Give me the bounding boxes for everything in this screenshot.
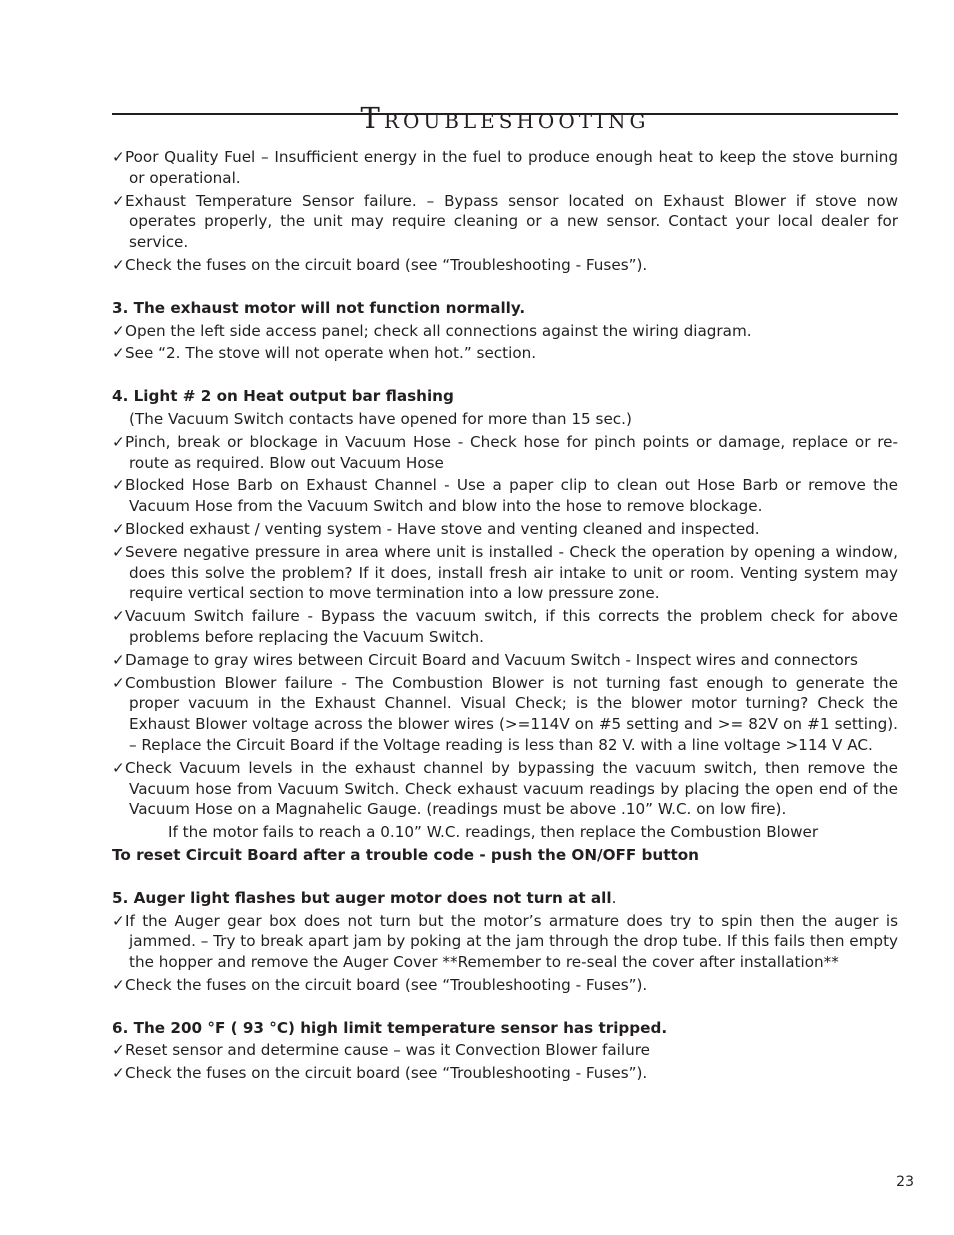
check-icon: ✓: [112, 191, 125, 210]
list-item: [112, 606, 898, 648]
check-icon: ✓: [112, 673, 125, 692]
section-high-limit-sensor: [112, 1018, 898, 1084]
troubleshooting-content: [112, 147, 898, 1086]
list-item-text: Blocked exhaust / venting system - Have stove and venting cleaned and inspected.: [125, 519, 760, 538]
check-icon: ✓: [112, 432, 125, 451]
check-icon: ✓: [112, 148, 125, 166]
check-icon: ✓: [112, 519, 125, 538]
list-item: [112, 542, 898, 604]
list-item: [112, 650, 898, 671]
list-item-text: Reset sensor and determine cause – was it Convection Blower failure: [125, 1041, 651, 1060]
list-item: [112, 1040, 898, 1061]
list-item: [112, 147, 898, 189]
section-heading: [112, 888, 898, 909]
list-item: [112, 321, 898, 342]
list-item-text: Vacuum Switch failure - Bypass the vacuum switch, if this corrects the problem check for above problems before replacing the Vacuum Switch.: [125, 607, 898, 646]
list-item: [112, 255, 898, 276]
list-item: [112, 432, 898, 474]
list-item: [112, 519, 898, 540]
page-number: 23: [896, 1174, 914, 1190]
check-icon: ✓: [112, 1041, 125, 1060]
check-icon: ✓: [112, 758, 125, 777]
list-item: [112, 475, 898, 517]
list-item-text: Blocked Hose Barb on Exhaust Channel - Use a paper clip to clean out Hose Barb or remove the Vacuum Hose from the Vacuum Switch and blow into the hose to remove blockage.: [125, 476, 898, 516]
page-title: Troubleshooting: [360, 101, 650, 136]
section-heading-text: 5. Auger light flashes but auger motor does not turn at all: [112, 888, 612, 907]
list-item: [112, 191, 898, 253]
list-item: [112, 1063, 898, 1084]
list-item-text: Check the fuses on the circuit board (see “Troubleshooting - Fuses”).: [125, 975, 648, 994]
list-item: [112, 911, 898, 973]
intro-list: [112, 147, 898, 276]
list-item-text: If the Auger gear box does not turn but the motor’s armature does try to spin then the auger is jammed. – Try to break apart jam by poking at the jam through the drop tube. If this fails then empty the hopper and remove the Auger Cover **Remember to re-seal the cover after installation**: [125, 911, 899, 972]
reset-instruction: To reset Circuit Board after a trouble code - push the ON/OFF button: [112, 845, 699, 864]
title-rule: [112, 113, 898, 115]
motor-note: If the motor fails to reach a 0.10” W.C. readings, then replace the Combustion Blower: [168, 823, 819, 842]
check-icon: ✓: [112, 476, 125, 495]
check-icon: ✓: [112, 975, 125, 994]
list-item-text: Damage to gray wires between Circuit Board and Vacuum Switch - Inspect wires and connectors: [125, 650, 858, 669]
section-heading: 6. The 200 °F ( 93 °C) high limit temperature sensor has tripped.: [112, 1018, 668, 1037]
list-item: [112, 975, 898, 996]
section-heat-output-light: [112, 386, 898, 866]
list-item-text: Severe negative pressure in area where unit is installed - Check the operation by opening a window, does this solve the problem? If it does, install fresh air intake to unit or room. Venting system may require vertical section to move termination into a low pressure zone.: [125, 542, 898, 603]
check-icon: ✓: [112, 607, 125, 626]
list-item-text: Check the fuses on the circuit board (see “Troubleshooting - Fuses”).: [125, 1064, 648, 1083]
section-note: (The Vacuum Switch contacts have opened for more than 15 sec.): [129, 409, 632, 428]
list-item-text: See “2. The stove will not operate when hot.” section.: [125, 344, 537, 363]
list-item: [112, 758, 898, 820]
section-auger-light: [112, 888, 898, 996]
check-icon: ✓: [112, 255, 125, 274]
check-icon: ✓: [112, 650, 125, 669]
list-item-text: Combustion Blower failure - The Combustion Blower is not turning fast enough to generate the proper vacuum in the Exhaust Channel. Visual Check; is the blower motor turning? Check the Exhaust Blower voltage across the blower wires (>=114V on #5 setting and >= 82V on #1 setting). – Replace the Circuit Board if the Voltage reading is less than 82 V. with a line voltage >114 V AC.: [125, 673, 898, 754]
section-heading: 3. The exhaust motor will not function normally.: [112, 298, 526, 317]
list-item: [112, 343, 898, 364]
list-item-text: Check the fuses on the circuit board (see “Troubleshooting - Fuses”).: [125, 255, 648, 274]
check-icon: ✓: [112, 321, 125, 340]
check-icon: ✓: [112, 911, 125, 930]
list-item-text: Open the left side access panel; check all connections against the wiring diagram.: [125, 321, 752, 340]
section-heading: 4. Light # 2 on Heat output bar flashing: [112, 387, 454, 406]
check-icon: ✓: [112, 1064, 125, 1083]
list-item-text: Exhaust Temperature Sensor failure. – Bypass sensor located on Exhaust Blower if stove now operates properly, the unit may require cleaning or a new sensor. Contact your local dealer for service.: [125, 191, 898, 252]
list-item-text: Check Vacuum levels in the exhaust channel by bypassing the vacuum switch, then remove the Vacuum hose from Vacuum Switch. Check exhaust vacuum readings by placing the open end of the Vacuum Hose on a Magnahelic Gauge. (readings must be above .10” W.C. on low fire).: [125, 758, 898, 819]
check-icon: ✓: [112, 542, 125, 561]
list-item-text: Pinch, break or blockage in Vacuum Hose - Check hose for pinch points or damage, replace or re-route as required. Blow out Vacuum Hose: [125, 432, 898, 472]
list-item: [112, 673, 898, 756]
section-exhaust-motor: [112, 298, 898, 364]
check-icon: ✓: [112, 344, 125, 363]
section-heading-suffix: .: [611, 888, 617, 907]
list-item-text: Poor Quality Fuel – Insufficient energy in the fuel to produce enough heat to keep the stove burning or operational.: [125, 148, 898, 187]
